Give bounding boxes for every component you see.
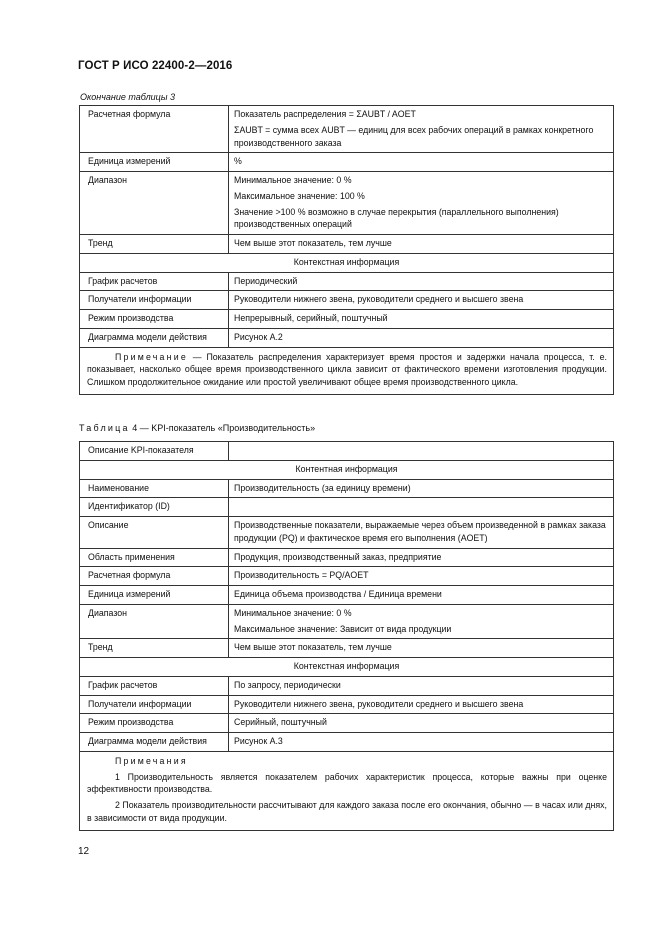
table-row [80, 604, 614, 639]
value-line: Производственные показатели, выражаемые через объем произведенной в рамках заказа продукции (PQ) и фактическое время его выполнения (AOET) [234, 520, 606, 543]
context-heading [80, 658, 614, 677]
row-label: Область применения [80, 548, 229, 567]
row-value: Руководители нижнего звена, руководители среднего и высшего звена [229, 291, 614, 310]
context-row [80, 714, 614, 733]
row-value [229, 153, 614, 172]
row-value: Серийный, поштучный [229, 714, 614, 733]
context-row [80, 272, 614, 291]
row-label: Описание [80, 517, 229, 549]
table-row [80, 235, 614, 254]
row-value: Периодический [229, 272, 614, 291]
row-value [229, 548, 614, 567]
row-value [229, 106, 614, 153]
note-heading: Примечание [115, 351, 188, 362]
row-label: Тренд [80, 235, 229, 254]
row-label: Диаграмма модели действия [80, 733, 229, 752]
notes-row [80, 751, 614, 830]
value-line: Минимальное значение: 0 % [234, 607, 352, 618]
table-row [80, 106, 614, 153]
context-row [80, 695, 614, 714]
note-item: 1 Производительность является показателем рабочих характеристик процесса, которые важны при оценке эффективности производства. [87, 771, 607, 795]
table-row [80, 586, 614, 605]
row-value [229, 172, 614, 235]
table-row [80, 567, 614, 586]
row-label: Идентификатор (ID) [80, 498, 229, 517]
content-heading-cell: Контентная информация [80, 460, 614, 479]
value-line: Производительность (за единицу времени) [234, 482, 411, 493]
row-label: Диапазон [80, 604, 229, 639]
table-row [80, 548, 614, 567]
row-label: Получатели информации [80, 695, 229, 714]
note-paragraph [87, 351, 607, 389]
value-line: Максимальное значение: 100 % [234, 190, 365, 201]
row-value: По запросу, периодически [229, 676, 614, 695]
row-label: Тренд [80, 639, 229, 658]
table-3 [79, 105, 614, 395]
context-row [80, 676, 614, 695]
context-heading-cell: Контекстная информация [80, 253, 614, 272]
note-row [80, 347, 614, 394]
context-row [80, 733, 614, 752]
row-label: Расчетная формула [80, 567, 229, 586]
value-line: % [234, 156, 242, 167]
table-3-continuation-caption: Окончание таблицы 3 [80, 92, 175, 102]
table-row [80, 639, 614, 658]
row-value [229, 604, 614, 639]
context-row [80, 291, 614, 310]
description-row [80, 442, 614, 461]
row-value: Руководители нижнего звена, руководители среднего и высшего звена [229, 695, 614, 714]
context-row [80, 328, 614, 347]
document-header: ГОСТ Р ИСО 22400-2—2016 [78, 60, 233, 72]
value-line: Производительность = PQ/AOET [234, 570, 369, 581]
value-line: Показатель распределения = ΣAUBT / AOET [234, 109, 416, 119]
context-row [80, 310, 614, 329]
value-line: ΣAUBT = сумма всех AUBT — единиц для всех рабочих операций в рамках конкретного производственного заказа [234, 124, 594, 148]
row-label: Расчетная формула [80, 106, 229, 153]
table-4-caption-text: 4 — KPI-показатель «Производительность» [132, 423, 316, 433]
row-label: Режим производства [80, 714, 229, 733]
row-label: Единица измерений [80, 153, 229, 172]
table-4 [79, 441, 614, 831]
row-value: Непрерывный, серийный, поштучный [229, 310, 614, 329]
content-heading [80, 460, 614, 479]
value-line: Продукция, производственный заказ, предприятие [234, 551, 442, 562]
row-label: Описание KPI-показателя [80, 442, 229, 461]
value-line: Минимальное значение: 0 % [234, 175, 352, 185]
table-row [80, 498, 614, 517]
row-label: График расчетов [80, 676, 229, 695]
context-heading [80, 253, 614, 272]
row-value [229, 235, 614, 254]
row-label: Получатели информации [80, 291, 229, 310]
row-label: Единица измерений [80, 586, 229, 605]
note-text: — Показатель распределения характеризует время простоя и задержки начала процесса, т. е. показывает, насколько общее время производственного цикла зависит от фактического времени изготовления продукции. Слишком продолжительное ожидание или простой увеличивают общее время производственного цикла. [87, 351, 607, 387]
table-row [80, 172, 614, 235]
table-row [80, 517, 614, 549]
page-number: 12 [78, 846, 90, 857]
row-label: Наименование [80, 479, 229, 498]
value-line: Максимальное значение: Зависит от вида продукции [234, 623, 452, 634]
row-label: Диаграмма модели действия [80, 328, 229, 347]
row-value [229, 517, 614, 549]
value-line: Значение >100 % возможно в случае перекрытия (параллельного выполнения) производственных операций [234, 206, 559, 230]
note-cell [80, 347, 614, 394]
row-label: График расчетов [80, 272, 229, 291]
row-label: Режим производства [80, 310, 229, 329]
table-row [80, 479, 614, 498]
row-value [229, 479, 614, 498]
row-value [229, 567, 614, 586]
value-line: Единица объема производства / Единица времени [234, 589, 442, 599]
row-value [229, 442, 614, 461]
row-value: Рисунок А.2 [229, 328, 614, 347]
notes-cell [80, 751, 614, 830]
row-value [229, 639, 614, 658]
table-4-caption [79, 423, 315, 433]
value-line: Чем выше этот показатель, тем лучше [234, 238, 392, 248]
notes-heading: Примечания [115, 755, 188, 766]
table-row [80, 153, 614, 172]
row-value [229, 586, 614, 605]
table-4-caption-prefix: Таблица [79, 423, 130, 433]
row-value: Рисунок А.3 [229, 733, 614, 752]
row-value [229, 498, 614, 517]
row-label: Диапазон [80, 172, 229, 235]
note-item: 2 Показатель производительности рассчитывают для каждого заказа после его окончания, обычно — в часах или днях, в зависимости от вида продукции. [87, 800, 607, 823]
context-heading-cell: Контекстная информация [80, 658, 614, 677]
value-line: Чем выше этот показатель, тем лучше [234, 642, 392, 653]
